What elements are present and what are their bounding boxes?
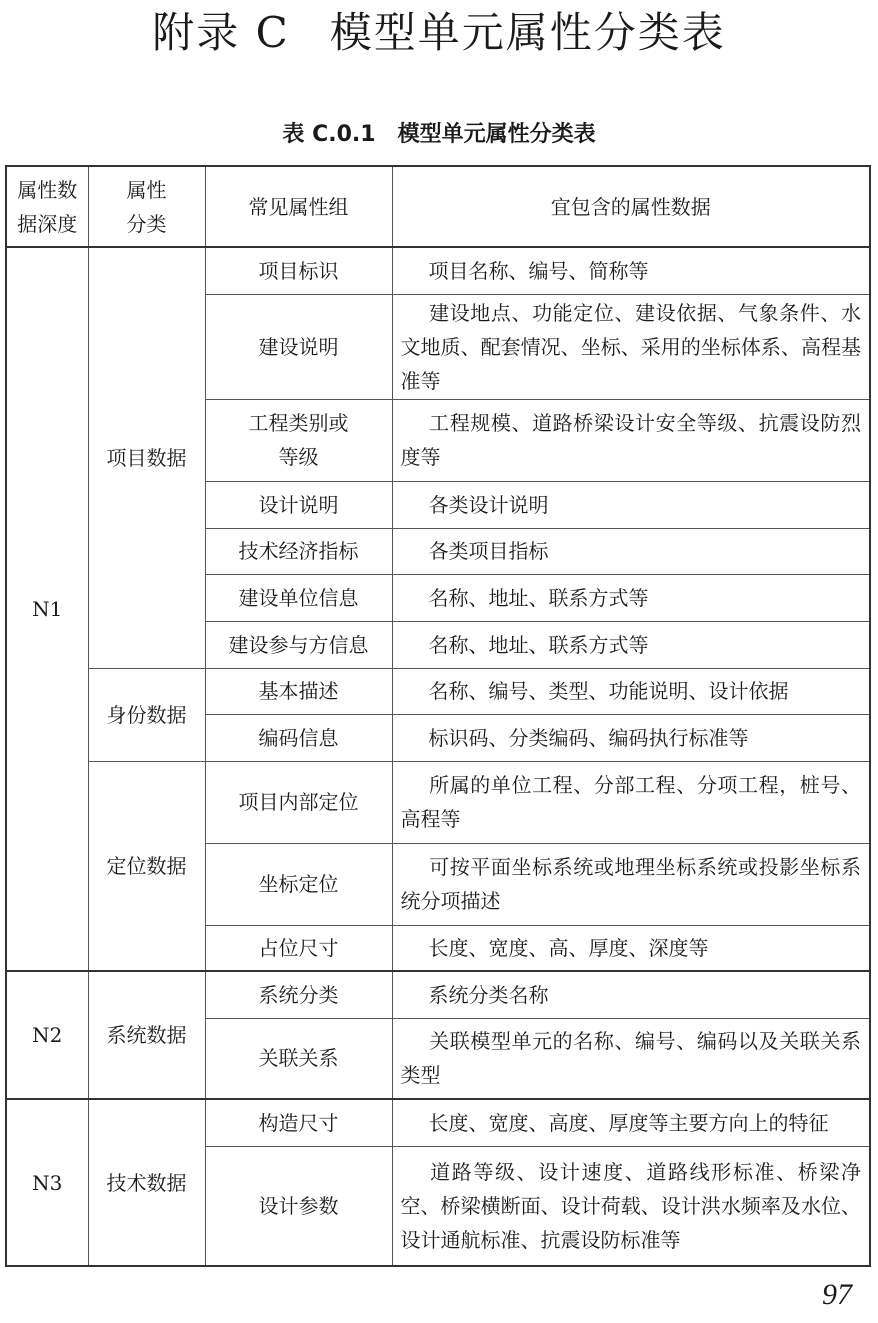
header-group: 常见属性组	[205, 166, 392, 247]
attribute-classification-table	[5, 165, 871, 1267]
category-cell: 定位数据	[88, 761, 205, 971]
data-cell: 可按平面坐标系统或地理坐标系统或投影坐标系统分项描述	[392, 843, 870, 925]
table-title: 模型单元属性分类表	[397, 122, 596, 147]
group-cell: 关联关系	[205, 1018, 392, 1099]
group-cell: 系统分类	[205, 971, 392, 1018]
appendix-title: 模型单元属性分类表	[329, 8, 726, 57]
header-category: 属性 分类	[88, 166, 205, 247]
data-cell: 工程规模、道路桥梁设计安全等级、抗震设防烈度等	[392, 399, 870, 481]
depth-cell-n1: N1	[6, 247, 88, 971]
data-cell: 建设地点、功能定位、建设依据、气象条件、水文地质、配套情况、坐标、采用的坐标体系、高程基准等	[392, 294, 870, 399]
table-number: 表 C.0.1	[282, 122, 376, 147]
group-cell: 项目内部定位	[205, 761, 392, 843]
data-cell: 名称、地址、联系方式等	[392, 621, 870, 668]
data-cell: 所属的单位工程、分部工程、分项工程，桩号、高程等	[392, 761, 870, 843]
table-row	[6, 1099, 870, 1146]
group-cell: 设计参数	[205, 1146, 392, 1266]
group-cell: 坐标定位	[205, 843, 392, 925]
group-cell: 设计说明	[205, 481, 392, 528]
category-cell: 系统数据	[88, 971, 205, 1099]
group-cell: 技术经济指标	[205, 528, 392, 574]
table-row	[6, 247, 870, 294]
data-cell: 各类项目指标	[392, 528, 870, 574]
category-cell: 技术数据	[88, 1099, 205, 1266]
page-title	[0, 6, 878, 60]
group-cell: 占位尺寸	[205, 925, 392, 971]
group-cell: 项目标识	[205, 247, 392, 294]
header-depth: 属性数 据深度	[6, 166, 88, 247]
depth-cell-n3: N3	[6, 1099, 88, 1266]
table-row	[6, 668, 870, 714]
table-row	[6, 761, 870, 843]
data-cell: 系统分类名称	[392, 971, 870, 1018]
group-cell: 建设说明	[205, 294, 392, 399]
data-cell: 名称、编号、类型、功能说明、设计依据	[392, 668, 870, 714]
group-cell: 编码信息	[205, 714, 392, 761]
group-cell: 构造尺寸	[205, 1099, 392, 1146]
category-cell: 身份数据	[88, 668, 205, 761]
table-caption	[0, 118, 878, 152]
data-cell: 长度、宽度、高、厚度、深度等	[392, 925, 870, 971]
group-cell: 工程类别或 等级	[205, 399, 392, 481]
data-cell: 各类设计说明	[392, 481, 870, 528]
category-cell: 项目数据	[88, 247, 205, 668]
data-cell: 名称、地址、联系方式等	[392, 574, 870, 621]
appendix-label: 附录 C	[152, 8, 290, 57]
data-cell: 道路等级、设计速度、道路线形标准、桥梁净空、桥梁横断面、设计荷载、设计洪水频率及水位、设计通航标准、抗震设防标准等	[392, 1146, 870, 1266]
data-cell: 标识码、分类编码、编码执行标准等	[392, 714, 870, 761]
group-cell: 建设单位信息	[205, 574, 392, 621]
data-cell: 项目名称、编号、简称等	[392, 247, 870, 294]
header-data: 宜包含的属性数据	[392, 166, 870, 247]
table-row	[6, 971, 870, 1018]
group-cell: 建设参与方信息	[205, 621, 392, 668]
page-number: 97	[822, 1278, 852, 1311]
data-cell: 关联模型单元的名称、编号、编码以及关联关系类型	[392, 1018, 870, 1099]
depth-cell-n2: N2	[6, 971, 88, 1099]
data-cell: 长度、宽度、高度、厚度等主要方向上的特征	[392, 1099, 870, 1146]
group-cell: 基本描述	[205, 668, 392, 714]
table-header-row	[6, 166, 870, 247]
